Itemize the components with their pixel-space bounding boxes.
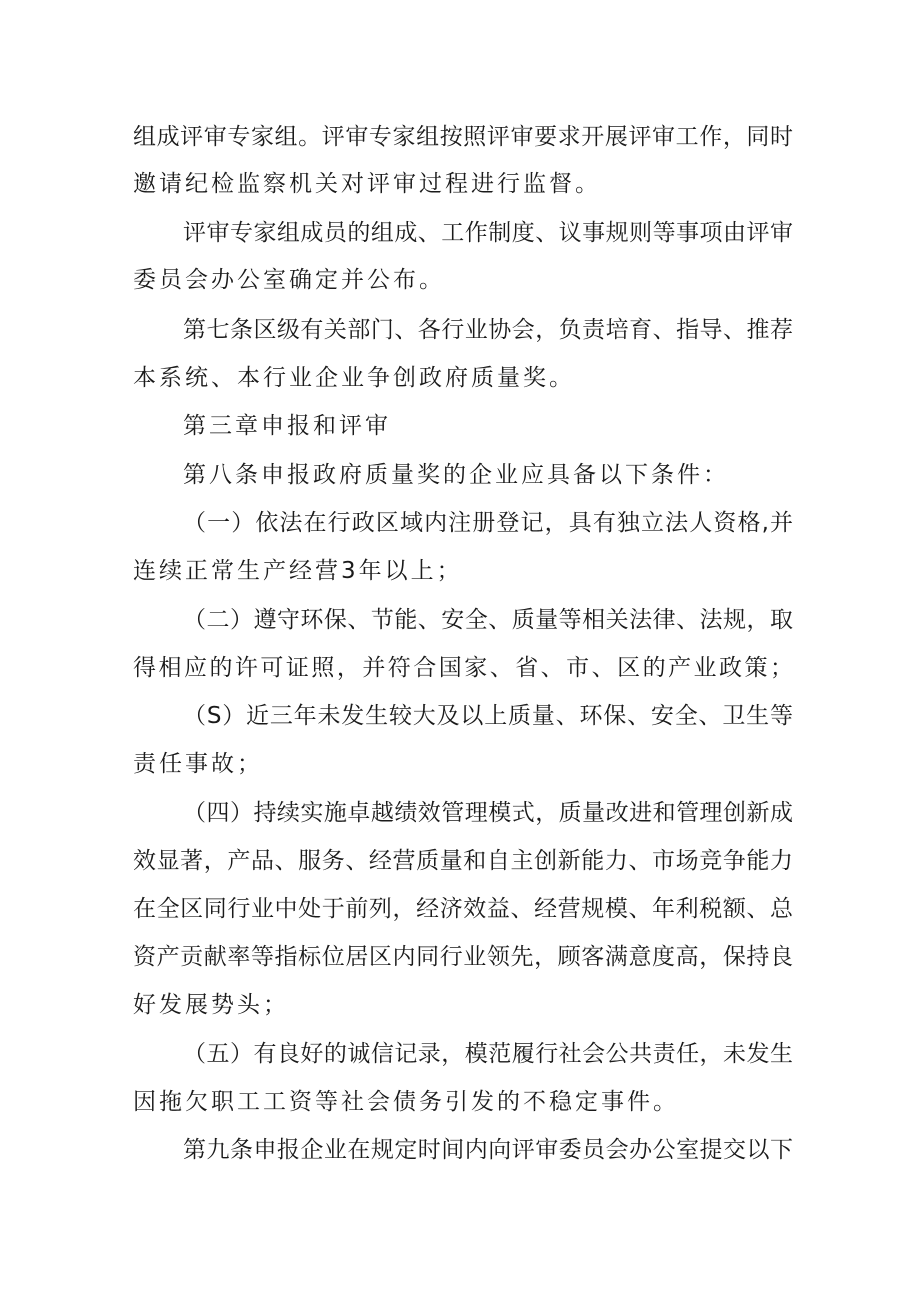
text-line: 效显著，产品、服务、经营质量和自主创新能力、市场竞争能力 xyxy=(133,848,793,874)
text-line: 责任事故； xyxy=(133,751,263,777)
text-line: 第九条申报企业在规定时间内向评审委员会办公室提交以下 xyxy=(183,1137,793,1163)
text-line: （五）有良好的诚信记录，模范履行社会公共责任，未发生 xyxy=(183,1041,793,1067)
text-line: 第八条申报政府质量奖的企业应具备以下条件： xyxy=(183,462,729,488)
chapter-heading: 第三章申报和评审 xyxy=(183,413,391,439)
text-line: 组成评审专家组。评审专家组按照评审要求开展评审工作，同时 xyxy=(133,124,793,150)
text-line: 在全区同行业中处于前列，经济效益、经营规模、年利税额、总 xyxy=(133,896,793,922)
text-line: （S）近三年未发生较大及以上质量、环保、安全、卫生等 xyxy=(183,703,793,729)
text-line: 因拖欠职工工资等社会债务引发的不稳定事件。 xyxy=(133,1089,679,1115)
text-line: 委员会办公室确定并公布。 xyxy=(133,267,445,293)
text-line: 第七条区级有关部门、各行业协会，负责培育、指导、推荐 xyxy=(183,317,793,343)
text-line: （四）持续实施卓越绩效管理模式，质量改进和管理创新成 xyxy=(183,800,793,826)
text-line: （二）遵守环保、节能、安全、质量等相关法律、法规，取 xyxy=(183,607,793,633)
text-line: 得相应的许可证照，并符合国家、省、市、区的产业政策； xyxy=(133,655,793,681)
text-line: 本系统、本行业企业争创政府质量奖。 xyxy=(133,365,575,391)
text-line: 资产贡献率等指标位居区内同行业领先，顾客满意度高，保持良 xyxy=(133,944,793,970)
text-line: （一）依法在行政区域内注册登记，具有独立法人资格,并 xyxy=(183,510,793,536)
text-line: 邀请纪检监察机关对评审过程进行监督。 xyxy=(133,171,601,197)
text-line: 好发展势头； xyxy=(133,992,289,1018)
text-line: 连续正常生产经营3年以上； xyxy=(133,558,463,584)
text-line: 评审专家组成员的组成、工作制度、议事规则等事项由评审 xyxy=(183,220,793,246)
